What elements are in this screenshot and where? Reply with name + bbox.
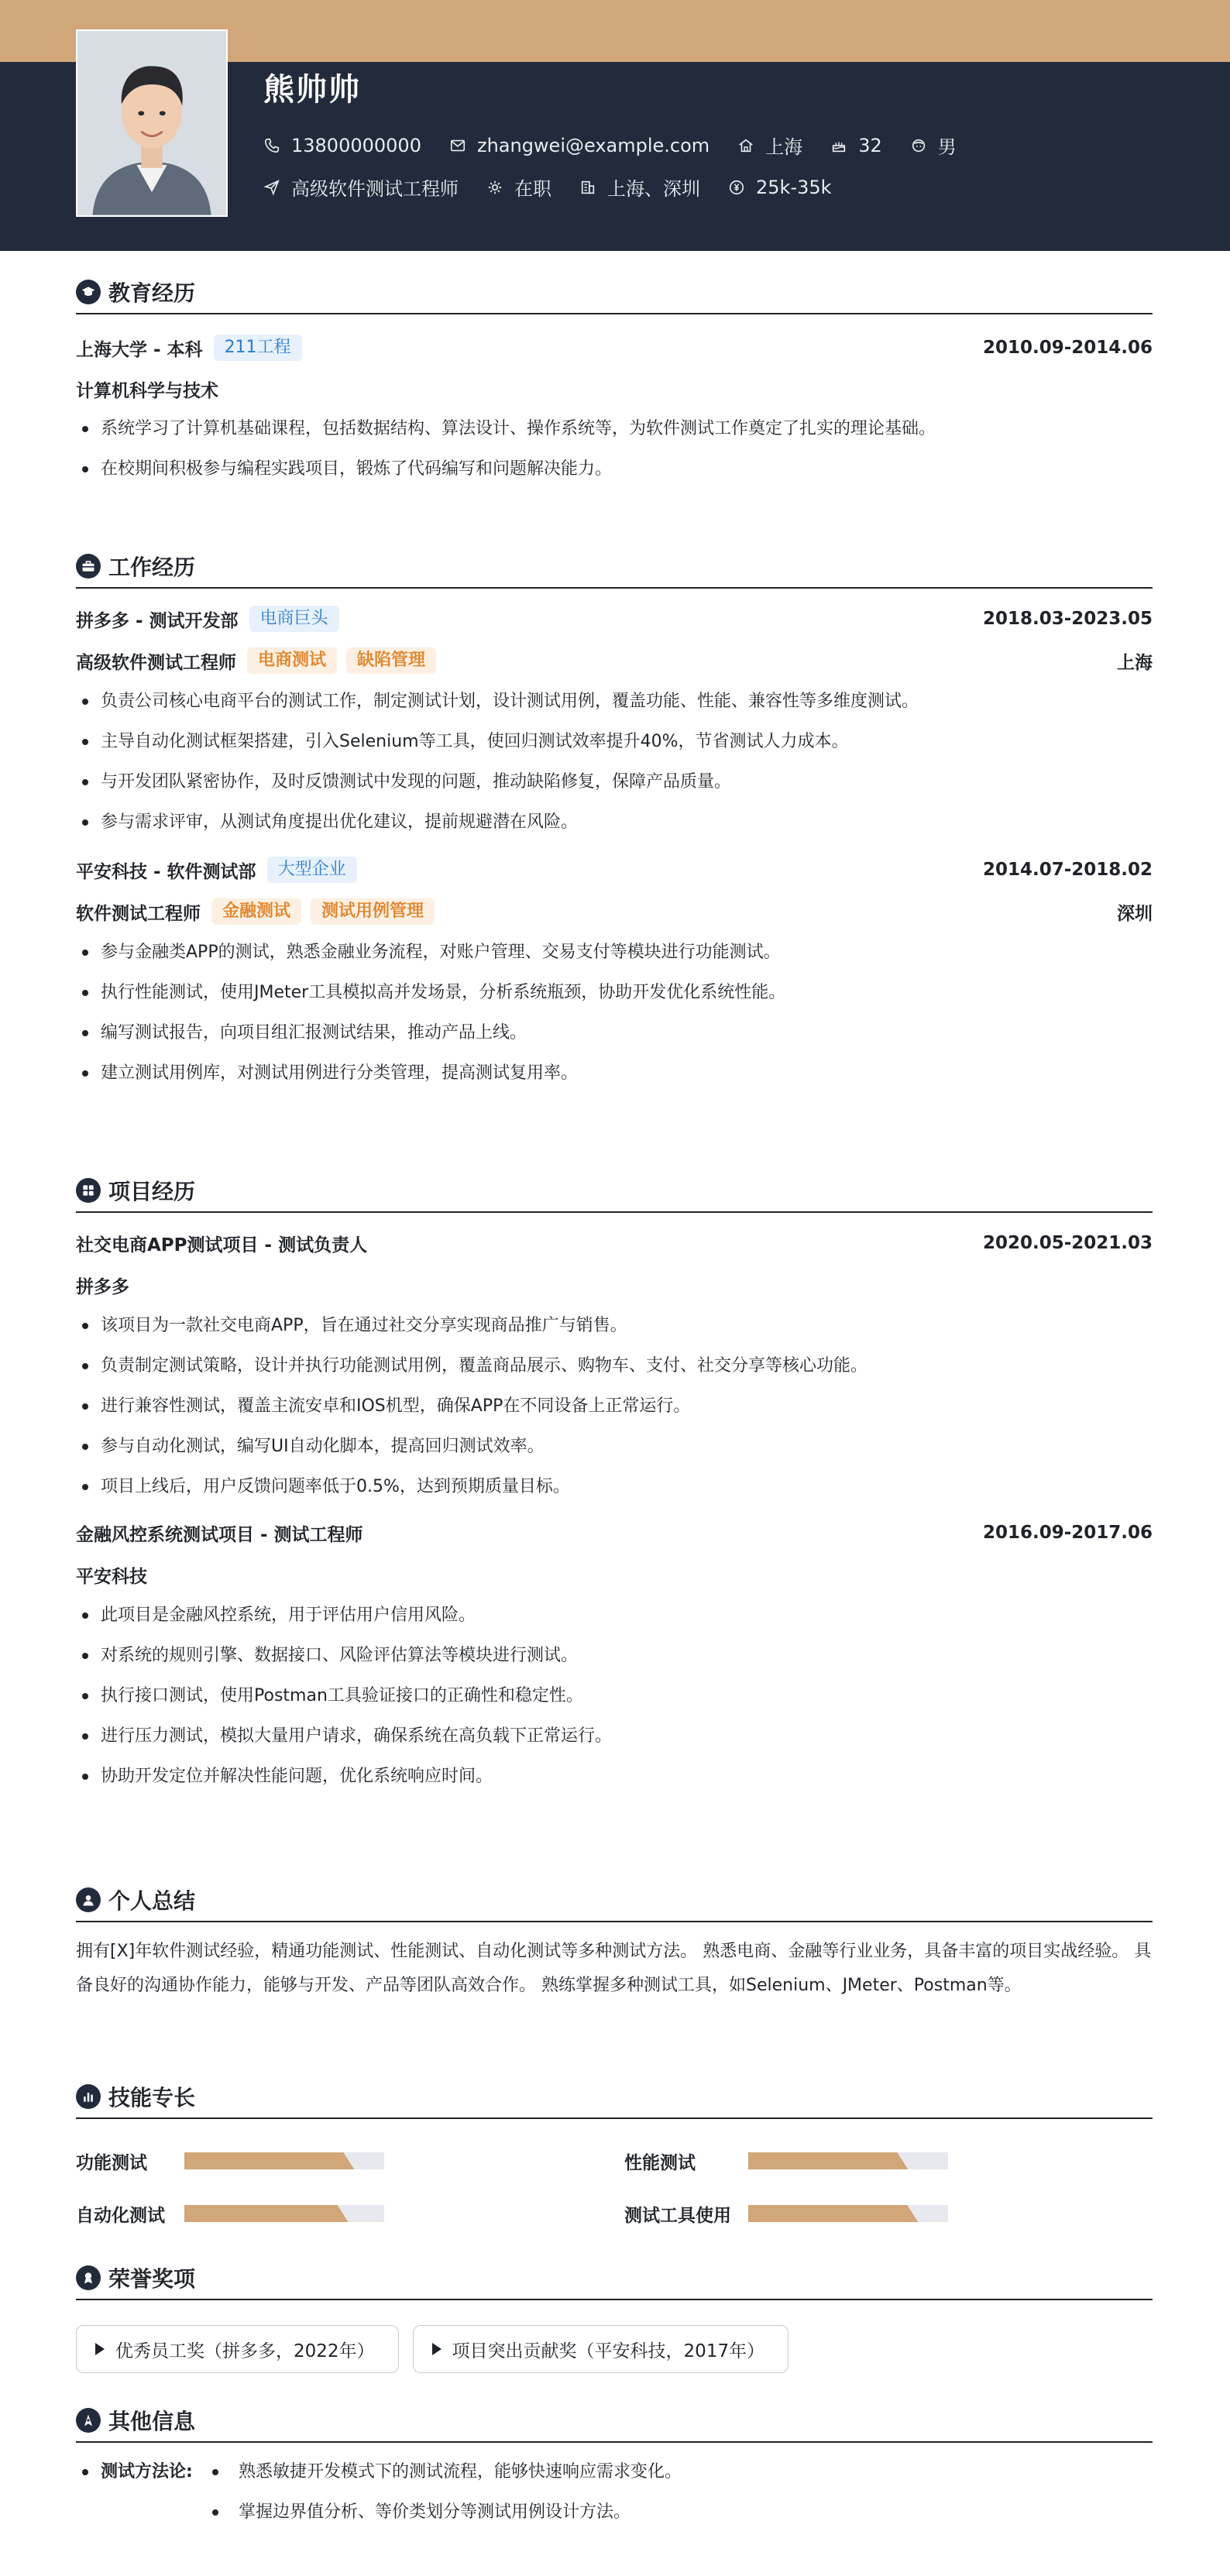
play-icon: [95, 2343, 105, 2355]
other-row: [76, 2452, 1153, 2492]
phone-info: [263, 135, 421, 156]
summary-text: 拥有[X]年软件测试经验，精通功能测试、性能测试、自动化测试等多种测试方法。 熟悉电商、金融等行业业务，具备丰富的项目实战经验。 具备良好的沟通协作能力，能够与开发、产品等团队高效合作。 熟练掌握多种测试工具，如Selenium、JMeter、Postman等。: [76, 1942, 1152, 1995]
company-tag: 大型企业: [267, 857, 357, 883]
major-row: [76, 369, 1153, 409]
skill-bar-fill: [184, 2205, 349, 2222]
other-item: 熟悉敏捷开发模式下的测试流程，能够快速响应需求变化。: [239, 2462, 682, 2482]
honor-card: [413, 2325, 789, 2373]
work-header: [76, 551, 1153, 589]
summary-section: [76, 1885, 1153, 2003]
phone-icon: [263, 137, 280, 154]
gender-text: 男: [937, 136, 957, 158]
age-info: [830, 135, 882, 156]
list-item: 执行接口测试，使用Postman工具验证接口的正确性和稳定性。: [76, 1676, 1153, 1716]
email-text: zhangwei@example.com: [476, 134, 710, 156]
target-city-info: [579, 173, 700, 201]
list-item: 该项目为一款社交电商APP，旨在通过社交分享实现商品推广与销售。: [76, 1306, 1153, 1346]
project-org-row: [76, 1554, 1153, 1595]
compass-icon: [76, 2408, 101, 2433]
section-title: 个人总结: [108, 1888, 196, 1914]
phone-text: 13800000000: [291, 134, 421, 156]
project-name: 社交电商APP测试项目 - 测试负责人: [76, 1235, 368, 1255]
major-name: 计算机科学与技术: [76, 380, 218, 401]
job-bullets: [76, 933, 1153, 1094]
section-title: 荣誉奖项: [108, 2266, 196, 2292]
skills-grid: [76, 2119, 1153, 2235]
project-bullets: [76, 1306, 1153, 1507]
education-entry: [76, 327, 1153, 369]
bullet-dot: [212, 2509, 218, 2516]
project-org-row: [76, 1264, 1153, 1306]
skill-name: 功能测试: [76, 2152, 147, 2173]
list-item: 在校期间积极参与编程实践项目，锻炼了代码编写和问题解决能力。: [76, 449, 1153, 489]
bullet-dot: [82, 2469, 88, 2475]
other-row: [76, 2492, 1153, 2533]
school-tag: 211工程: [214, 335, 302, 361]
job-entry-company: [76, 849, 1153, 891]
job-entry-position: [76, 891, 1153, 933]
skill-bar: [184, 2152, 384, 2169]
skill-bar: [184, 2205, 384, 2222]
skill-bar-fill: [184, 2152, 354, 2169]
job-period: 2018.03-2023.05: [982, 609, 1153, 629]
list-item: 协助开发定位并解决性能问题，优化系统响应时间。: [76, 1757, 1153, 1797]
summary-header: [76, 1885, 1153, 1922]
job-location: 深圳: [1117, 903, 1153, 924]
work-section: [76, 551, 1153, 1094]
section-title: 项目经历: [108, 1179, 196, 1204]
skill-name: 性能测试: [624, 2152, 696, 2173]
skill-tag: 金融测试: [211, 898, 301, 925]
honor-card: [76, 2325, 399, 2373]
candidate-name: 熊帅帅: [263, 72, 361, 108]
award-icon: [76, 2265, 101, 2290]
company-tag: 电商巨头: [249, 606, 339, 632]
job-entry-company: [76, 598, 1153, 640]
honors-section: [76, 2263, 1153, 2373]
skill-tag: 缺陷管理: [346, 647, 436, 674]
list-item: 编写测试报告，向项目组汇报测试结果，推动产品上线。: [76, 1013, 1153, 1053]
skill-name: 测试工具使用: [624, 2205, 731, 2226]
city-info: [737, 132, 802, 159]
section-title: 技能专长: [108, 2085, 196, 2111]
list-item: 主导自动化测试框架搭建，引入Selenium等工具，使回归测试效率提升40%，节省测试人力成本。: [76, 722, 1153, 762]
job-period: 2014.07-2018.02: [982, 860, 1153, 880]
city-text: 上海: [765, 136, 803, 158]
salary-text: 25k-35k: [756, 176, 832, 198]
skill-item: [624, 2145, 948, 2176]
education-bullets: [76, 409, 1153, 489]
gear-icon: [486, 179, 503, 196]
project-bullets: [76, 1595, 1153, 1797]
briefcase-icon: [76, 554, 101, 579]
section-title: 其他信息: [108, 2409, 196, 2434]
grid-icon: [76, 1178, 101, 1203]
home-icon: [737, 137, 754, 154]
job-info-row: [263, 173, 860, 201]
list-item: 对系统的规则引擎、数据接口、风险评估算法等模块进行测试。: [76, 1636, 1153, 1676]
avatar-portrait-icon: [77, 31, 226, 215]
list-item: 此项目是金融风控系统，用于评估用户信用风险。: [76, 1595, 1153, 1636]
company-name: 平安科技 - 软件测试部: [76, 861, 256, 882]
projects-header: [76, 1176, 1153, 1213]
honors-list: [76, 2325, 1153, 2373]
list-item: 执行性能测试，使用JMeter工具模拟高并发场景，分析系统瓶颈，协助开发优化系统性能。: [76, 973, 1153, 1013]
skill-bar: [748, 2205, 948, 2222]
job-title-text: 高级软件测试工程师: [291, 178, 459, 200]
other-item: 掌握边界值分析、等价类划分等测试用例设计方法。: [239, 2502, 631, 2522]
age-text: 32: [858, 134, 882, 156]
position-name: 软件测试工程师: [76, 903, 201, 924]
status-text: 在职: [514, 178, 551, 200]
email-info: [449, 135, 709, 156]
bar-chart-icon: [76, 2084, 101, 2109]
list-item: 建立测试用例库，对测试用例进行分类管理，提高测试复用率。: [76, 1053, 1153, 1094]
list-item: 进行压力测试，模拟大量用户请求，确保系统在高负载下正常运行。: [76, 1716, 1153, 1757]
section-title: 教育经历: [108, 280, 196, 306]
list-item: 负责公司核心电商平台的测试工作，制定测试计划，设计测试用例，覆盖功能、性能、兼容性等多维度测试。: [76, 682, 1153, 722]
skill-tag: 测试用例管理: [311, 898, 435, 925]
school-name: 上海大学 - 本科: [76, 339, 203, 360]
position-name: 高级软件测试工程师: [76, 652, 236, 673]
list-item: 项目上线后，用户反馈问题率低于0.5%，达到预期质量目标。: [76, 1467, 1153, 1507]
gender-info: [910, 132, 957, 159]
other-header: [76, 2406, 1153, 2443]
job-bullets: [76, 682, 1153, 843]
send-icon: [263, 179, 280, 196]
education-period: 2010.09-2014.06: [982, 338, 1153, 358]
project-org: 拼多多: [76, 1276, 129, 1297]
list-item: 系统学习了计算机基础课程，包括数据结构、算法设计、操作系统等，为软件测试工作奠定了扎实的理论基础。: [76, 409, 1153, 449]
honor-text: 项目突出贡献奖（平安科技，2017年）: [452, 2341, 765, 2361]
play-icon: [432, 2343, 441, 2355]
contact-info-row: [263, 132, 984, 159]
list-item: 负责制定测试策略，设计并执行功能测试用例，覆盖商品展示、购物车、支付、社交分享等核心功能。: [76, 1346, 1153, 1386]
skill-tag: 电商测试: [247, 647, 337, 674]
cake-icon: [830, 137, 847, 154]
education-header: [76, 277, 1153, 314]
avatar: [76, 29, 228, 217]
mail-icon: [449, 137, 466, 154]
project-period: 2020.05-2021.03: [982, 1233, 1153, 1253]
skill-bar: [748, 2152, 948, 2169]
job-location: 上海: [1117, 652, 1153, 673]
user-icon: [76, 1887, 101, 1912]
section-title: 工作经历: [108, 555, 196, 580]
building-icon: [579, 179, 596, 196]
salary-info: [728, 177, 832, 198]
gender-icon: [910, 137, 927, 154]
skill-bar-fill: [748, 2205, 918, 2222]
money-icon: [728, 179, 745, 196]
skill-bar-fill: [748, 2152, 908, 2169]
skill-item: [76, 2145, 384, 2176]
other-label: 测试方法论:: [101, 2462, 193, 2482]
project-period: 2016.09-2017.06: [982, 1523, 1153, 1543]
honor-text: 优秀员工奖（拼多多，2022年）: [115, 2341, 375, 2361]
list-item: 参与自动化测试，编写UI自动化脚本，提高回归测试效率。: [76, 1427, 1153, 1467]
project-entry: [76, 1222, 1153, 1264]
status-info: [486, 173, 551, 201]
project-name: 金融风控系统测试项目 - 测试工程师: [76, 1524, 363, 1545]
target-city-text: 上海、深圳: [607, 178, 700, 200]
job-title-info: [263, 173, 459, 201]
list-item: 与开发团队紧密协作，及时反馈测试中发现的问题，推动缺陷修复，保障产品质量。: [76, 762, 1153, 802]
project-org: 平安科技: [76, 1566, 147, 1587]
skill-item: [76, 2198, 384, 2229]
company-name: 拼多多 - 测试开发部: [76, 610, 239, 631]
graduation-cap-icon: [76, 280, 101, 304]
project-entry: [76, 1512, 1153, 1554]
projects-section: [76, 1176, 1153, 1797]
other-section: [76, 2406, 1153, 2533]
skills-header: [76, 2082, 1153, 2119]
list-item: 参与需求评审，从测试角度提出优化建议，提前规避潜在风险。: [76, 802, 1153, 843]
bullet-dot: [212, 2469, 218, 2475]
list-item: 进行兼容性测试，覆盖主流安卓和IOS机型，确保APP在不同设备上正常运行。: [76, 1386, 1153, 1427]
skill-item: [624, 2198, 948, 2229]
skills-section: [76, 2082, 1153, 2235]
job-entry-position: [76, 640, 1153, 682]
skill-name: 自动化测试: [76, 2205, 165, 2226]
honors-header: [76, 2263, 1153, 2300]
education-section: [76, 277, 1153, 489]
list-item: 参与金融类APP的测试，熟悉金融业务流程，对账户管理、交易支付等模块进行功能测试。: [76, 933, 1153, 973]
